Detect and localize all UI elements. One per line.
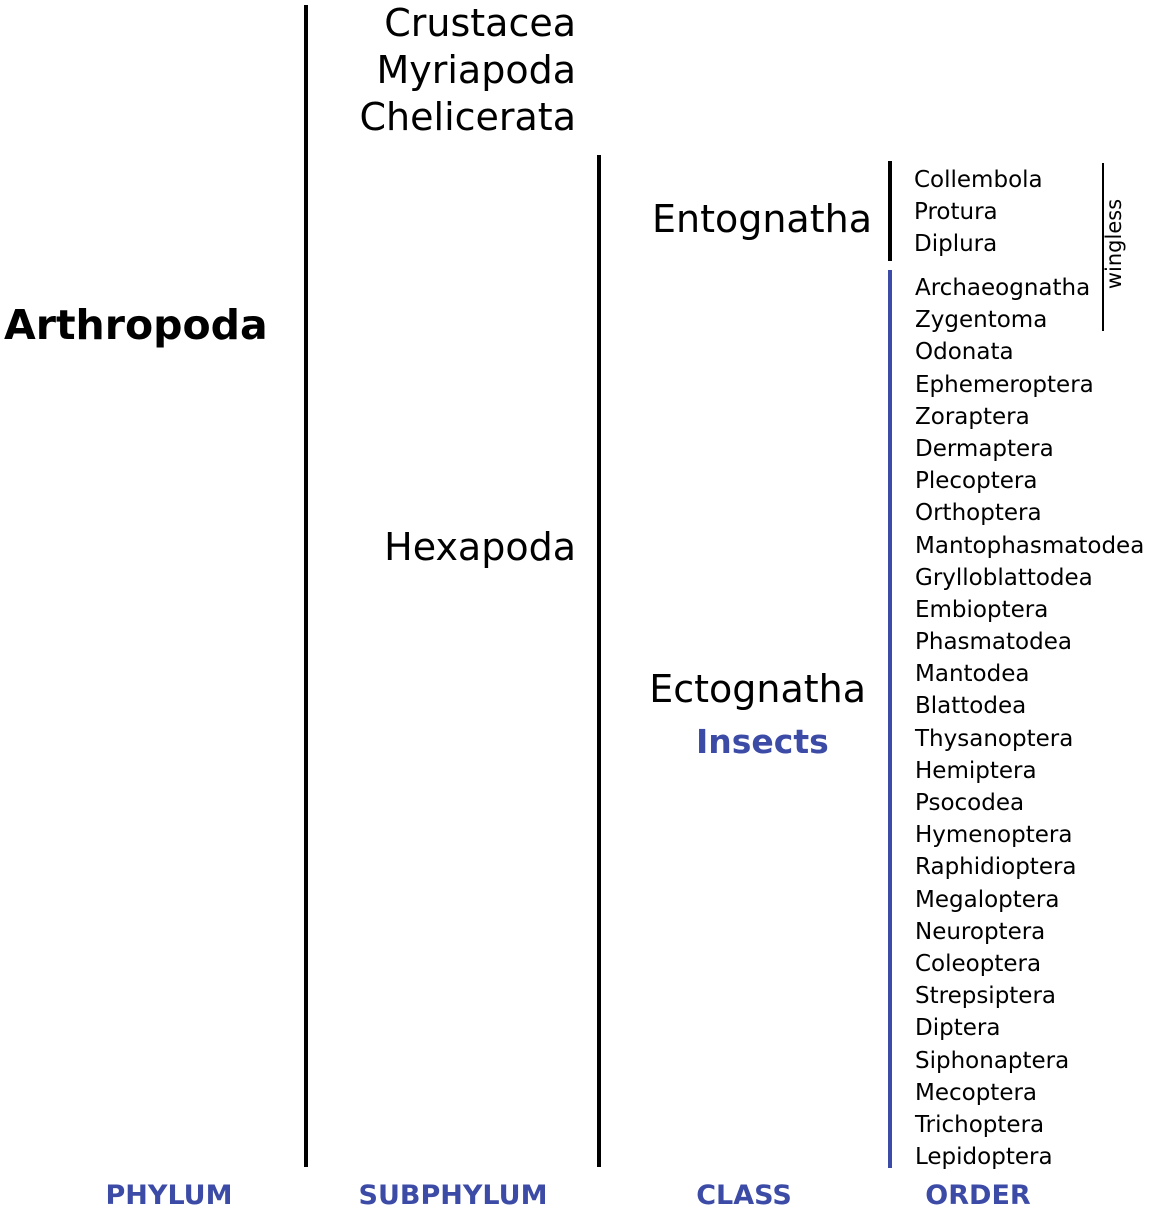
- order-item: Collembola: [914, 167, 1043, 193]
- ectognatha-order-list: [915, 272, 1144, 1173]
- order-item: Lepidoptera: [915, 1144, 1053, 1171]
- ectognatha-bracket-line: [888, 270, 892, 1168]
- order-item: Phasmatodea: [915, 629, 1072, 656]
- order-item: Odonata: [915, 339, 1014, 366]
- order-item: Archaeognatha: [915, 275, 1091, 301]
- phylum-arthropoda-label: Arthropoda: [4, 301, 268, 349]
- order-item: Diplura: [914, 231, 998, 258]
- rank-label-class: CLASS: [696, 1180, 792, 1211]
- phylum-divider-line: [304, 5, 308, 1167]
- order-item: Plecoptera: [915, 468, 1038, 495]
- subphylum-crustacea: Crustacea: [384, 1, 576, 45]
- order-item: Protura: [914, 199, 998, 226]
- order-item: Grylloblattodea: [915, 564, 1093, 591]
- entognatha-order-list: [914, 164, 1043, 261]
- subphylum-chelicerata: Chelicerata: [359, 95, 576, 139]
- order-item: Hemiptera: [915, 757, 1037, 784]
- order-item: Dermaptera: [915, 435, 1054, 462]
- order-item: Siphonaptera: [915, 1047, 1070, 1074]
- rank-label-order: ORDER: [925, 1180, 1031, 1211]
- class-entognatha: Entognatha: [651, 197, 872, 241]
- order-item: Embioptera: [915, 596, 1049, 623]
- subphylum-myriapoda: Myriapoda: [376, 48, 576, 92]
- order-item: Coleoptera: [915, 950, 1042, 977]
- wingless-label: wingless: [1102, 198, 1126, 290]
- order-item: Orthoptera: [915, 500, 1042, 527]
- order-item: Diptera: [915, 1015, 1001, 1042]
- rank-label-phylum: PHYLUM: [105, 1180, 233, 1211]
- order-item: Mantophasmatodea: [915, 532, 1145, 559]
- order-item: Megaloptera: [915, 886, 1060, 913]
- order-item: Strepsiptera: [915, 983, 1057, 1010]
- entognatha-bracket-line: [888, 161, 892, 261]
- order-item: Neuroptera: [915, 918, 1046, 945]
- order-item: Mantodea: [915, 661, 1030, 688]
- subphylum-hexapoda: Hexapoda: [384, 525, 576, 569]
- subphylum-divider-line: [597, 155, 601, 1167]
- class-ectognatha: Ectognatha: [649, 667, 866, 711]
- order-item: Zygentoma: [915, 307, 1048, 334]
- order-item: Blattodea: [915, 693, 1027, 720]
- order-item: Thysanoptera: [915, 725, 1074, 752]
- order-item: Raphidioptera: [915, 854, 1077, 881]
- other-subphyla-list: [360, 0, 576, 141]
- class-ectognatha-common-name: Insects: [696, 722, 829, 761]
- order-item: Ephemeroptera: [915, 371, 1094, 398]
- order-item: Hymenoptera: [915, 822, 1073, 849]
- rank-label-subphylum: SUBPHYLUM: [358, 1180, 548, 1211]
- order-item: Mecoptera: [915, 1079, 1038, 1106]
- order-item: Zoraptera: [915, 403, 1030, 430]
- order-item: Trichoptera: [915, 1111, 1045, 1138]
- order-item: Psocodea: [915, 790, 1025, 816]
